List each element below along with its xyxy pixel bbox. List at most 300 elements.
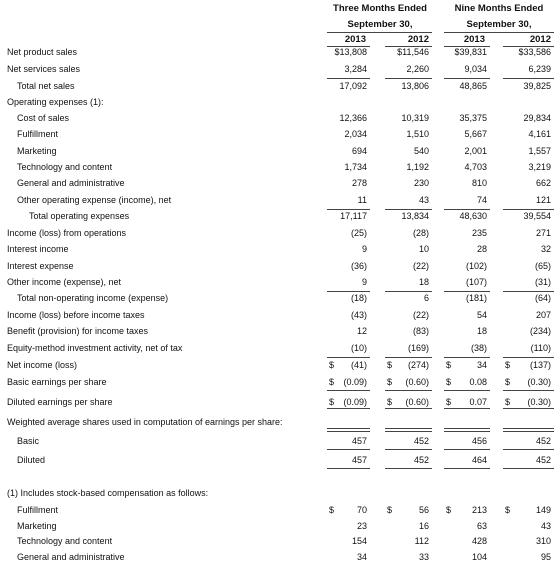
value-cell <box>327 536 370 549</box>
row-label: Net income (loss) <box>7 360 78 370</box>
cell-value: 112 <box>414 536 429 546</box>
value-cell <box>327 113 370 126</box>
value-cell <box>444 244 490 257</box>
row-label: Benefit (provision) for income taxes <box>7 326 149 336</box>
row-label: Total net sales <box>17 81 75 91</box>
cell-value: (0.60) <box>405 397 429 407</box>
cell-value: 33 <box>418 552 429 562</box>
value-cell <box>385 81 432 94</box>
value-cell <box>385 310 432 323</box>
value-cell <box>444 397 490 410</box>
value-cell <box>503 417 554 430</box>
value-cell <box>385 97 432 110</box>
value-cell <box>503 129 554 142</box>
cell-value: (22) <box>412 261 429 271</box>
table-row <box>0 534 558 550</box>
value-cell <box>385 343 432 356</box>
currency-symbol: $ <box>387 360 393 370</box>
cell-value: (22) <box>412 310 429 320</box>
cell-value: 43 <box>540 521 551 531</box>
cell-value: 10,319 <box>401 113 429 123</box>
currency-symbol: $ <box>446 377 452 387</box>
cell-value: 207 <box>535 310 551 320</box>
value-cell <box>444 162 490 175</box>
value-cell <box>444 343 490 356</box>
value-cell <box>385 195 432 208</box>
value-cell <box>444 417 490 430</box>
value-cell <box>327 521 370 534</box>
value-cell <box>385 178 432 191</box>
currency-symbol: $ <box>446 397 452 407</box>
cell-value: 6,239 <box>528 64 551 74</box>
cell-value: 3,284 <box>344 64 367 74</box>
cell-value: (102) <box>465 261 487 271</box>
value-cell <box>444 97 490 110</box>
value-cell <box>385 377 432 390</box>
cell-value: 12 <box>356 326 367 336</box>
cell-value: (38) <box>470 343 487 353</box>
value-cell <box>444 178 490 191</box>
currency-symbol: $ <box>505 377 511 387</box>
table-row <box>0 291 558 307</box>
value-cell <box>444 211 490 224</box>
value-cell <box>503 343 554 356</box>
currency-symbol: $ <box>329 505 335 515</box>
value-cell <box>327 417 370 430</box>
cell-value: 18 <box>418 277 429 287</box>
cell-value: 0.08 <box>469 377 487 387</box>
cell-value: 28 <box>476 244 487 254</box>
header-period-three: September 30, <box>347 19 413 30</box>
table-row <box>0 434 558 450</box>
value-cell <box>444 261 490 274</box>
row-label: Fulfillment <box>17 129 59 139</box>
table-row <box>0 341 558 357</box>
cell-value: 452 <box>413 436 429 446</box>
row-label: Equity-method investment activity, net of tax <box>7 343 183 353</box>
row-label: Basic earnings per share <box>7 377 107 387</box>
row-label: Cost of sales <box>17 113 70 123</box>
table-row <box>0 193 558 209</box>
cell-value: (10) <box>350 343 367 353</box>
table-row <box>0 144 558 160</box>
cell-value: 456 <box>471 436 487 446</box>
row-label: Income (loss) from operations <box>7 228 127 238</box>
header-nine-months: Nine Months Ended <box>454 3 544 14</box>
cell-value: 17,092 <box>339 81 367 91</box>
value-cell <box>385 505 432 518</box>
value-cell <box>327 228 370 241</box>
value-cell <box>503 64 554 77</box>
cell-value: 457 <box>351 455 367 465</box>
currency-symbol: $ <box>446 360 452 370</box>
value-cell <box>444 293 490 306</box>
row-label: Technology and content <box>17 536 113 546</box>
currency-symbol: $ <box>329 360 335 370</box>
row-label: Total non-operating income (expense) <box>17 293 169 303</box>
row-label: Income (loss) before income taxes <box>7 310 145 320</box>
cell-value: 39,825 <box>523 81 551 91</box>
row-label: Other income (expense), net <box>7 277 122 287</box>
cell-value: 1,510 <box>406 129 429 139</box>
cell-value: 540 <box>413 146 429 156</box>
value-cell <box>503 310 554 323</box>
cell-value: 29,834 <box>523 113 551 123</box>
table-row <box>0 503 558 519</box>
value-cell <box>385 277 432 290</box>
table-row <box>0 308 558 324</box>
value-cell <box>327 97 370 110</box>
value-cell <box>444 47 490 60</box>
value-cell <box>327 244 370 257</box>
value-cell <box>327 195 370 208</box>
cell-value: 6 <box>423 293 429 303</box>
table-row <box>0 127 558 143</box>
cell-value: 32 <box>540 244 551 254</box>
table-row <box>0 415 558 431</box>
value-cell <box>503 436 554 449</box>
table-row <box>0 62 558 78</box>
value-cell <box>385 47 432 60</box>
value-cell <box>503 326 554 339</box>
cell-value: (18) <box>350 293 367 303</box>
cell-value: (43) <box>350 310 367 320</box>
cell-value: 278 <box>351 178 367 188</box>
cell-value: 34 <box>476 360 487 370</box>
table-row <box>0 160 558 176</box>
cell-value: (25) <box>350 228 367 238</box>
value-cell <box>327 162 370 175</box>
row-label: Interest income <box>7 244 69 254</box>
cell-value: 18 <box>476 326 487 336</box>
cell-value: 0.07 <box>469 397 487 407</box>
value-cell <box>385 211 432 224</box>
row-label: General and administrative <box>17 552 125 562</box>
cell-value: 54 <box>476 310 487 320</box>
value-cell <box>444 360 490 373</box>
cell-value: 271 <box>535 228 551 238</box>
value-cell <box>444 277 490 290</box>
value-cell <box>503 261 554 274</box>
cell-value: (31) <box>534 277 551 287</box>
value-cell <box>444 521 490 534</box>
value-cell <box>385 360 432 373</box>
cell-value: 10 <box>418 244 429 254</box>
cell-value: 1,192 <box>406 162 429 172</box>
header-three-months: Three Months Ended <box>333 3 427 14</box>
table-row <box>0 519 558 535</box>
value-cell <box>327 343 370 356</box>
value-cell <box>385 244 432 257</box>
value-cell <box>385 129 432 142</box>
value-cell <box>503 162 554 175</box>
cell-value: $11,546 <box>397 47 429 57</box>
value-cell <box>327 261 370 274</box>
currency-symbol: $ <box>505 397 511 407</box>
table-row <box>0 242 558 258</box>
value-cell <box>327 360 370 373</box>
value-cell <box>503 195 554 208</box>
cell-value: 34 <box>356 552 367 562</box>
cell-value: 452 <box>535 455 551 465</box>
row-label: Operating expenses (1): <box>7 97 104 107</box>
cell-value: 48,630 <box>459 211 487 221</box>
value-cell <box>503 360 554 373</box>
cell-value: 452 <box>535 436 551 446</box>
value-cell <box>385 436 432 449</box>
cell-value: (28) <box>412 228 429 238</box>
cell-value: (0.30) <box>527 377 551 387</box>
value-cell <box>503 455 554 468</box>
value-cell <box>444 228 490 241</box>
table-row <box>0 395 558 411</box>
value-cell <box>503 146 554 159</box>
row-label: Marketing <box>17 146 57 156</box>
value-cell <box>385 417 432 430</box>
cell-value: (234) <box>529 326 551 336</box>
row-label: Technology and content <box>17 162 113 172</box>
year-header: 2013 <box>344 34 366 45</box>
cell-value: (137) <box>529 360 551 370</box>
table-row <box>0 275 558 291</box>
value-cell <box>444 310 490 323</box>
value-cell <box>503 244 554 257</box>
header-rule <box>327 32 432 33</box>
value-cell <box>385 64 432 77</box>
cell-value: 457 <box>351 436 367 446</box>
table-row <box>0 453 558 469</box>
cell-value: 235 <box>471 228 487 238</box>
value-cell <box>327 397 370 410</box>
cell-value: 9 <box>361 277 367 287</box>
value-cell <box>385 521 432 534</box>
value-cell <box>503 228 554 241</box>
value-cell <box>327 326 370 339</box>
cell-value: (83) <box>412 326 429 336</box>
value-cell <box>503 377 554 390</box>
cell-value: (107) <box>465 277 487 287</box>
value-cell <box>444 195 490 208</box>
cell-value: 63 <box>476 521 487 531</box>
value-cell <box>385 113 432 126</box>
cell-value: 35,375 <box>459 113 487 123</box>
value-cell <box>444 64 490 77</box>
cell-value: 4,161 <box>528 129 551 139</box>
value-cell <box>503 178 554 191</box>
value-cell <box>444 436 490 449</box>
row-label: Other operating expense (income), net <box>17 195 172 205</box>
cell-value: 452 <box>413 455 429 465</box>
table-row <box>0 176 558 192</box>
cell-value: (41) <box>350 360 367 370</box>
cell-value: 662 <box>535 178 551 188</box>
cell-value: (0.30) <box>527 397 551 407</box>
value-cell <box>327 377 370 390</box>
value-cell <box>385 326 432 339</box>
value-cell <box>327 178 370 191</box>
cell-value: 70 <box>356 505 367 515</box>
table-row <box>0 324 558 340</box>
table-row <box>0 45 558 61</box>
cell-value: 5,667 <box>464 129 487 139</box>
currency-symbol: $ <box>387 397 393 407</box>
value-cell <box>444 377 490 390</box>
currency-symbol: $ <box>505 360 511 370</box>
cell-value: 694 <box>351 146 367 156</box>
value-cell <box>444 505 490 518</box>
currency-symbol: $ <box>387 377 393 387</box>
value-cell <box>503 397 554 410</box>
value-cell <box>444 536 490 549</box>
cell-value: 1,557 <box>528 146 551 156</box>
cell-value: (274) <box>407 360 429 370</box>
cell-value: 43 <box>418 195 429 205</box>
value-cell <box>327 277 370 290</box>
header-rule <box>444 32 554 33</box>
value-cell <box>444 146 490 159</box>
cell-value: 230 <box>413 178 429 188</box>
cell-value: 810 <box>471 178 487 188</box>
cell-value: (110) <box>530 343 551 353</box>
cell-value: (65) <box>534 261 551 271</box>
value-cell <box>327 129 370 142</box>
cell-value: 310 <box>535 536 551 546</box>
row-label: Marketing <box>17 521 57 531</box>
cell-value: 16 <box>418 521 429 531</box>
row-label: Basic <box>17 436 40 446</box>
table-row <box>0 95 558 111</box>
cell-value: 74 <box>476 195 487 205</box>
cell-value: 9 <box>361 244 367 254</box>
cell-value: $39,831 <box>454 47 487 57</box>
value-cell <box>444 129 490 142</box>
value-cell <box>503 113 554 126</box>
value-cell <box>444 113 490 126</box>
value-cell <box>503 536 554 549</box>
cell-value: 39,554 <box>523 211 551 221</box>
value-cell <box>503 293 554 306</box>
cell-value: 154 <box>351 536 367 546</box>
value-cell <box>503 211 554 224</box>
cell-value: 3,219 <box>528 162 551 172</box>
value-cell <box>327 552 370 565</box>
cell-value: 95 <box>540 552 551 562</box>
value-cell <box>444 552 490 565</box>
value-cell <box>327 64 370 77</box>
table-row <box>0 375 558 391</box>
table-row <box>0 209 558 225</box>
cell-value: 13,834 <box>401 211 429 221</box>
currency-symbol: $ <box>446 505 452 515</box>
value-cell <box>444 455 490 468</box>
cell-value: (64) <box>534 293 551 303</box>
value-cell <box>327 211 370 224</box>
header-period-nine: September 30, <box>466 19 532 30</box>
row-label: Total operating expenses <box>29 211 130 221</box>
row-label: General and administrative <box>17 178 125 188</box>
cell-value: 2,001 <box>464 146 487 156</box>
value-cell <box>385 261 432 274</box>
cell-value: 121 <box>535 195 551 205</box>
year-header: 2013 <box>463 34 485 45</box>
currency-symbol: $ <box>329 397 335 407</box>
value-cell <box>503 97 554 110</box>
value-cell <box>385 397 432 410</box>
cell-value: 4,703 <box>464 162 487 172</box>
currency-symbol: $ <box>329 377 335 387</box>
value-cell <box>503 521 554 534</box>
cell-value: (36) <box>350 261 367 271</box>
value-cell <box>385 293 432 306</box>
table-row <box>0 358 558 374</box>
cell-value: 1,734 <box>344 162 367 172</box>
value-cell <box>327 146 370 159</box>
row-label: Diluted earnings per share <box>7 397 113 407</box>
currency-symbol: $ <box>387 505 393 515</box>
value-cell <box>327 81 370 94</box>
value-cell <box>385 455 432 468</box>
value-cell <box>503 552 554 565</box>
cell-value: $13,808 <box>334 47 367 57</box>
value-cell <box>385 552 432 565</box>
value-cell <box>503 505 554 518</box>
row-label: Net product sales <box>7 47 78 57</box>
year-header: 2012 <box>407 34 429 45</box>
cell-value: 13,806 <box>401 81 429 91</box>
value-cell <box>444 326 490 339</box>
value-cell <box>385 146 432 159</box>
row-label: Net services sales <box>7 64 81 74</box>
cell-value: 12,366 <box>339 113 367 123</box>
cell-value: 2,260 <box>406 64 429 74</box>
cell-value: 2,034 <box>344 129 367 139</box>
cell-value: (181) <box>465 293 487 303</box>
cell-value: (0.09) <box>343 397 367 407</box>
cell-value: 213 <box>471 505 487 515</box>
value-cell <box>327 293 370 306</box>
value-cell <box>327 436 370 449</box>
value-cell <box>503 277 554 290</box>
footnote-title: (1) Includes stock-based compensation as follows: <box>7 488 209 498</box>
value-cell <box>444 81 490 94</box>
row-label: Weighted average shares used in computation of earnings per share: <box>7 417 283 427</box>
value-cell <box>327 455 370 468</box>
cell-value: 48,865 <box>459 81 487 91</box>
cell-value: 9,034 <box>464 64 487 74</box>
row-label: Interest expense <box>7 261 74 271</box>
value-cell <box>327 505 370 518</box>
table-row <box>0 79 558 95</box>
cell-value: 56 <box>418 505 429 515</box>
cell-value: 11 <box>357 195 367 205</box>
cell-value: 17,117 <box>340 211 367 221</box>
cell-value: (0.60) <box>405 377 429 387</box>
cell-value: 464 <box>471 455 487 465</box>
value-cell <box>327 47 370 60</box>
row-label: Diluted <box>17 455 46 465</box>
table-row <box>0 111 558 127</box>
row-label: Fulfillment <box>17 505 59 515</box>
value-cell <box>385 228 432 241</box>
year-header: 2012 <box>529 34 551 45</box>
table-row <box>0 226 558 242</box>
value-cell <box>503 47 554 60</box>
currency-symbol: $ <box>505 505 511 515</box>
cell-value: (169) <box>407 343 429 353</box>
cell-value: (0.09) <box>343 377 367 387</box>
table-row <box>0 259 558 275</box>
value-cell <box>385 162 432 175</box>
